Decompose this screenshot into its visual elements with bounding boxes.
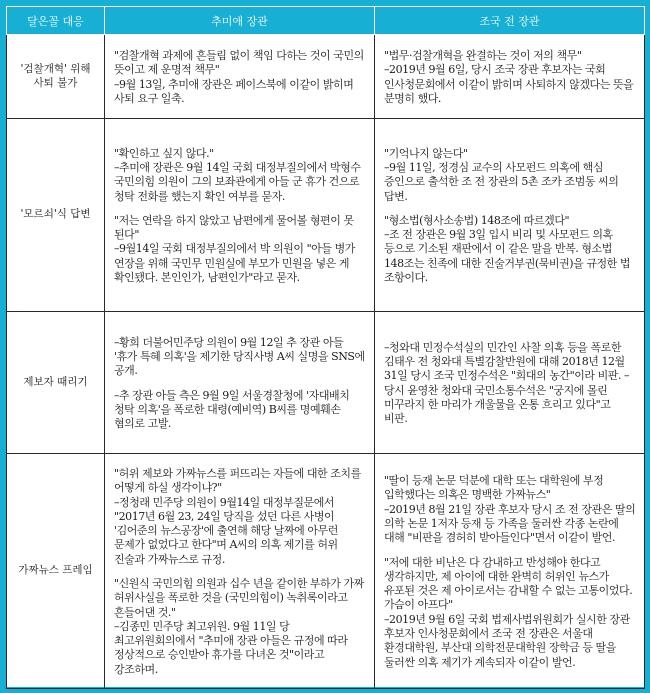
cho-cell bbox=[375, 35, 645, 119]
cho-cell bbox=[375, 312, 645, 454]
table-row bbox=[7, 454, 645, 689]
choo-cell bbox=[105, 312, 375, 454]
header-cho: 조국 전 장관 bbox=[375, 7, 645, 35]
cho-statement: "기억나지 않는다" –9월 11일, 정경심 교수의 사모펀드 의혹에 핵심 증인으로 출석한 조 전 장관의 5촌 조카 조범동 씨의 답변. bbox=[384, 146, 619, 203]
choo-cell bbox=[105, 454, 375, 689]
choo-statement: "허위 제보와 가짜뉴스를 퍼뜨리는 자들에 대한 조치를 어떻게 하실 생각이냐?" –정청래 민주당 의원이 9월14일 대정부질문에서 "2017년 6월 23, 24일 당직을 섰던 다른 사병이 '김어준의 뉴스공장'에 출연해 해당 날짜에 아무런 문제가 없었다고 한다"며 A씨의 의혹 제기를 허위 진술과 가짜뉴스로 규정. bbox=[114, 466, 361, 566]
table-row bbox=[7, 312, 645, 454]
row-topic-label: 가짜뉴스 프레임 bbox=[18, 564, 93, 577]
comparison-sheet bbox=[6, 6, 644, 687]
row-topic bbox=[7, 35, 105, 119]
cho-statement: "형소법(형사소송법) 148조에 따르겠다" –조 전 장관은 9월 3일 입시 비리 및 사모펀드 의혹 등으로 기소된 재판에서 이 같은 말을 반복. 형소법 148조는 친족에 대한 진술거부권(묵비권)을 규정한 법 조항이다. bbox=[384, 213, 631, 285]
header-topic: 달은꼴 대응 bbox=[7, 7, 105, 35]
choo-statement: "검찰개혁 과제에 흔들림 없이 책임 다하는 것이 국민의 뜻이고 제 운명적 책무" –9월 13일, 추미애 장관은 페이스북에 이같이 밝히며 사퇴 요구 일축. bbox=[114, 48, 364, 105]
cho-statement: "저에 대한 비난은 다 감내하고 반성해야 한다고 생각하지만, 제 아이에 대한 완벽히 허위인 뉴스가 유포된 것은 제 아이로서는 감내할 수 없는 고통이었다. 가슴이 아프다" –2019년 9월 6일 국회 법제사법위원회가 실시한 장관 후보자 인사청문회에서 조국 전 장관은 서울대 환경대학원, 부산대 의학전문대학원 장학금 등 딸을 둘러싼 의혹 제기가 계속되자 이같이 발언. bbox=[384, 555, 633, 669]
choo-cell bbox=[105, 119, 375, 312]
comparison-table bbox=[6, 6, 645, 689]
cho-cell bbox=[375, 454, 645, 689]
row-topic-label: 제보자 때리기 bbox=[23, 375, 88, 388]
row-topic-label: '모르쇠'식 답변 bbox=[20, 208, 91, 221]
choo-cell bbox=[105, 35, 375, 119]
cho-statement: "법무·검찰개혁을 완결하는 것이 저의 책무" –2019년 9월 6일, 당시 조국 장관 후보자는 국회 인사청문회에서 이같이 밝히며 사퇴하지 않겠다는 뜻을 분명히 했다. bbox=[384, 48, 634, 105]
table-row bbox=[7, 35, 645, 119]
cho-statement: –청와대 민정수석실의 민간인 사찰 의혹 등을 폭로한 김태우 전 청와대 특별감찰반원에 대해 2018년 12월 31일 당시 조국 민정수석은 "희대의 농간"이라 비판. –당시 윤영찬 청와대 국민소통수석은 "궁지에 몰린 미꾸라지 한 마리가 개울물을 온통 흐리고 있다"고 비판. bbox=[384, 340, 630, 426]
table-header-row bbox=[7, 7, 645, 35]
choo-statement: –황희 더불어민주당 의원이 9월 12일 추 장관 아들 '휴가 특혜 의혹'을 제기한 당직사병 A씨 실명을 SNS에 공개. bbox=[114, 335, 365, 378]
choo-statement: "저는 연락을 하지 않았고 남편에게 물어볼 형편이 못 된다" –9월14일 국회 대정부질의에서 박 의원이 "아들 병가 연장을 위해 국민무 민원실에 부모가 민원을 넣은 게 확인됐다. 본인인가, 남편인가"라고 묻자. bbox=[114, 213, 355, 285]
cho-cell bbox=[375, 119, 645, 312]
choo-statement: "확인하고 싶지 않다." –추미애 장관은 9월 14일 국회 대정부질의에서 박형수 국민의힘 의원이 그의 보좌관에게 아들 군 휴가 건으로 청탁 전화를 했는지 확인 여부를 묻자. bbox=[114, 146, 361, 203]
row-topic bbox=[7, 119, 105, 312]
row-topic bbox=[7, 312, 105, 454]
header-choo: 추미애 장관 bbox=[105, 7, 375, 35]
row-topic-label: '검찰개혁' 위해 사퇴 불가 bbox=[20, 62, 91, 89]
choo-statement: "신원식 국민의힘 의원과 십수 년을 같이한 부하가 가짜 허위사실을 폭로한 것을 (국민의힘이) 녹취록이라고 흔들어댄 것." –김종민 민주당 최고위원. 9월 11일 당 최고위원회의에서 "추미애 장관 아들은 규정에 따라 정상적으로 승인받아 휴가를 다녀온 것"이라고 강조하며. bbox=[114, 577, 364, 676]
row-topic bbox=[7, 454, 105, 689]
table-row bbox=[7, 119, 645, 312]
cho-statement: "딸이 등재 논문 덕분에 대학 또는 대학원에 부정 입학했다는 의혹은 명백한 가짜뉴스" –2019년 8월 21일 장관 후보자 당시 조 전 장관은 딸의 의학 논문 1저자 등재 등 가족을 둘러싼 각종 논란에 대해 "비판을 겸허히 받아들인다"면서 이같이 발언. bbox=[384, 474, 636, 545]
choo-statement: –추 장관 아들 측은 9월 9일 서울경찰청에 '자대배치 청탁 의혹'을 폭로한 대령(예비역) B씨를 명예훼손 혐의로 고발. bbox=[114, 388, 350, 431]
